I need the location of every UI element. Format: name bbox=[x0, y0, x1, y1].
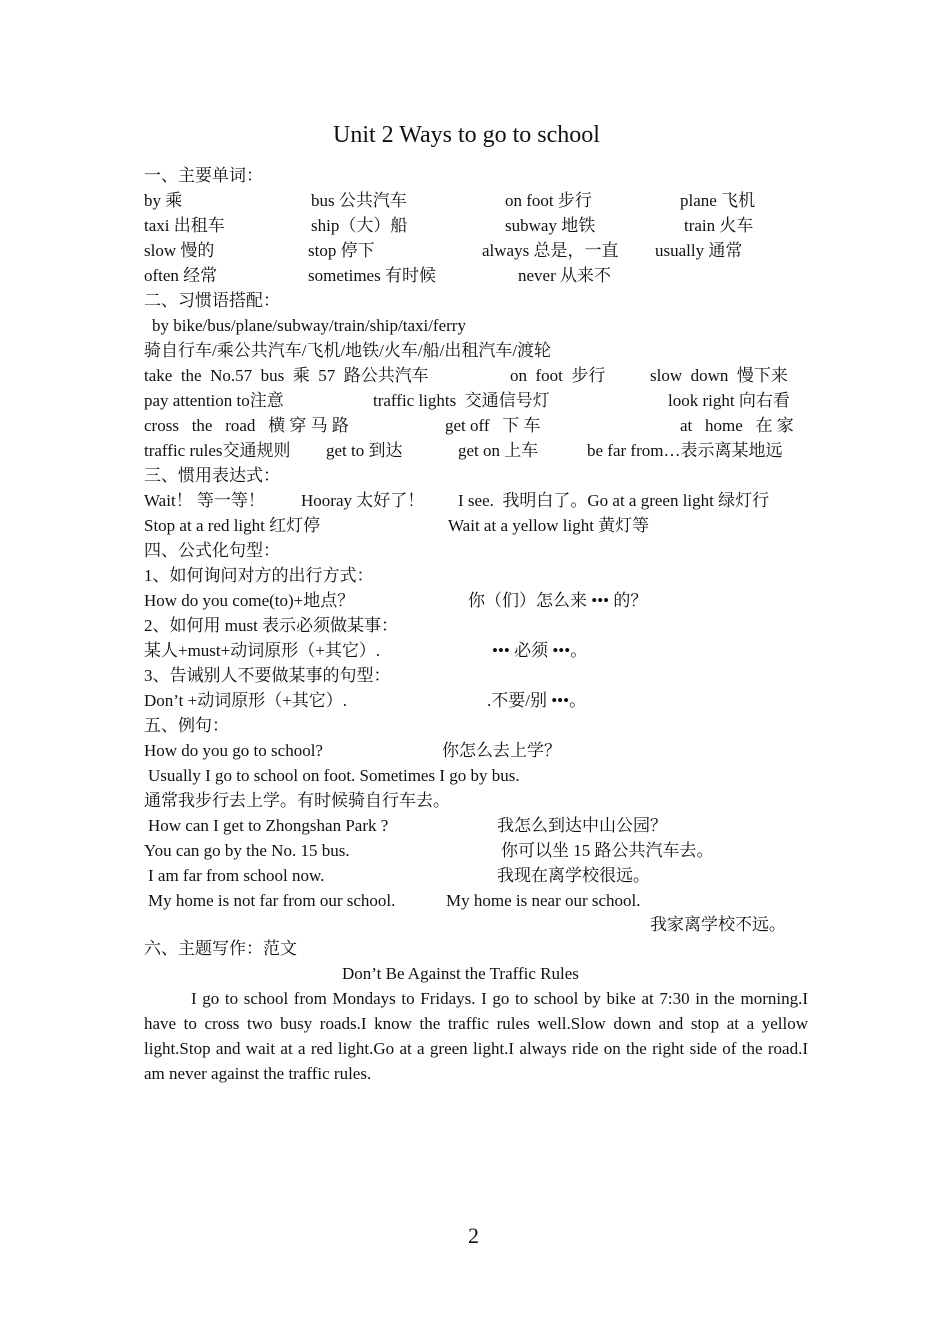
section-heading-patterns: 四、公式化句型： bbox=[144, 541, 280, 560]
phrase-line: 骑自行车/乘公共汽车/飞机/地铁/火车/船/出租汽车/渡轮 bbox=[144, 341, 552, 360]
example-chinese: 我现在离学校很远。 bbox=[497, 866, 650, 885]
expression-item: Hooray 太好了！ bbox=[301, 491, 425, 510]
expression-item: Wait！ 等一等！ bbox=[144, 491, 265, 510]
pattern-question: 3、告诫别人不要做某事的句型： bbox=[144, 666, 391, 685]
vocab-item: ship（大）船 bbox=[311, 216, 408, 235]
phrase-item: be far from…表示离某地远 bbox=[587, 441, 783, 460]
vocab-item: often 经常 bbox=[144, 266, 218, 285]
pattern-question: 2、如何用 must 表示必须做某事： bbox=[144, 616, 399, 635]
example-english: I am far from school now. bbox=[148, 866, 325, 885]
example-english: My home is near our school. bbox=[446, 891, 641, 910]
example-english: My home is not far from our school. bbox=[148, 891, 396, 910]
example-english: You can go by the No. 15 bus. bbox=[144, 841, 350, 860]
phrase-item: get off 下 车 bbox=[445, 416, 541, 435]
example-chinese: 你怎么去上学？ bbox=[442, 741, 561, 760]
vocab-item: usually 通常 bbox=[655, 241, 743, 260]
section-heading-writing: 六、主题写作：范文 bbox=[144, 939, 297, 958]
expression-item: I see. 我明白了。Go at a green light 绿灯行 bbox=[458, 491, 770, 510]
phrase-item: pay attention to注意 bbox=[144, 391, 284, 410]
phrase-item: slow down 慢下来 bbox=[650, 366, 788, 385]
vocab-item: slow 慢的 bbox=[144, 241, 215, 260]
section-heading-vocabulary: 一、主要单词： bbox=[144, 166, 263, 185]
phrase-item: at home 在 家 bbox=[680, 416, 794, 435]
phrase-line: by bike/bus/plane/subway/train/ship/taxi/ferry bbox=[152, 316, 466, 335]
expression-item: Stop at a red light 红灯停 bbox=[144, 516, 321, 535]
pattern-chinese: 你（们）怎么来 ••• 的？ bbox=[468, 591, 648, 610]
essay-text: I go to school from Mondays to Fridays. I go to school by bike at 7:30 in the morning.I have to cross two busy roads.I know the traffic rules well.Slow down and stop at a yellow light.Stop and wait at a red light.Go at a green light.I always ride on the right side of the road.I am never against the traffic rules. bbox=[144, 989, 808, 1083]
essay-title: Don’t Be Against the Traffic Rules bbox=[342, 964, 579, 983]
page-number: 2 bbox=[468, 1223, 479, 1248]
example-chinese: 你可以坐 15 路公共汽车去。 bbox=[501, 841, 714, 860]
phrase-item: take the No.57 bus 乘 57 路公共汽车 bbox=[144, 366, 429, 385]
vocab-item: on foot 步行 bbox=[505, 191, 592, 210]
vocab-item: stop 停下 bbox=[308, 241, 375, 260]
vocab-item: sometimes 有时候 bbox=[308, 266, 436, 285]
pattern-chinese: .不要/别 •••。 bbox=[487, 691, 587, 710]
vocab-item: always 总是，一直 bbox=[482, 241, 619, 260]
example-chinese: 我家离学校不远。 bbox=[650, 915, 786, 934]
section-heading-phrases: 二、习惯语搭配： bbox=[144, 291, 280, 310]
phrase-item: cross the road 横 穿 马 路 bbox=[144, 416, 349, 435]
phrase-item: traffic lights 交通信号灯 bbox=[373, 391, 550, 410]
section-heading-examples: 五、例句： bbox=[144, 716, 229, 735]
pattern-question: 1、如何询问对方的出行方式： bbox=[144, 566, 374, 585]
vocab-item: plane 飞机 bbox=[680, 191, 756, 210]
pattern-english: Don’t +动词原形（+其它）. bbox=[144, 691, 348, 710]
essay-paragraph bbox=[144, 986, 808, 1086]
pattern-english: 某人+must+动词原形（+其它）. bbox=[144, 641, 381, 660]
phrase-item: traffic rules交通规则 bbox=[144, 441, 291, 460]
vocab-item: train 火车 bbox=[684, 216, 754, 235]
phrase-item: get on 上车 bbox=[458, 441, 539, 460]
phrase-item: get to 到达 bbox=[326, 441, 403, 460]
phrase-item: look right 向右看 bbox=[668, 391, 790, 410]
vocab-item: never 从来不 bbox=[518, 266, 612, 285]
phrase-item: on foot 步行 bbox=[510, 366, 606, 385]
pattern-chinese: ••• 必须 •••。 bbox=[492, 641, 588, 660]
example-chinese: 通常我步行去上学。有时候骑自行车去。 bbox=[144, 791, 450, 810]
expression-item: Wait at a yellow light 黄灯等 bbox=[448, 516, 650, 535]
vocab-item: by 乘 bbox=[144, 191, 183, 210]
vocab-item: bus 公共汽车 bbox=[311, 191, 407, 210]
example-english: Usually I go to school on foot. Sometimes I go by bus. bbox=[148, 766, 520, 785]
vocab-item: subway 地铁 bbox=[505, 216, 596, 235]
example-english: How can I get to Zhongshan Park ? bbox=[148, 816, 389, 835]
example-chinese: 我怎么到达中山公园？ bbox=[497, 816, 667, 835]
vocab-item: taxi 出租车 bbox=[144, 216, 225, 235]
page-title: Unit 2 Ways to go to school bbox=[333, 122, 600, 148]
section-heading-expressions: 三、惯用表达式： bbox=[144, 466, 280, 485]
pattern-english: How do you come(to)+地点？ bbox=[144, 591, 355, 610]
example-english: How do you go to school? bbox=[144, 741, 323, 760]
